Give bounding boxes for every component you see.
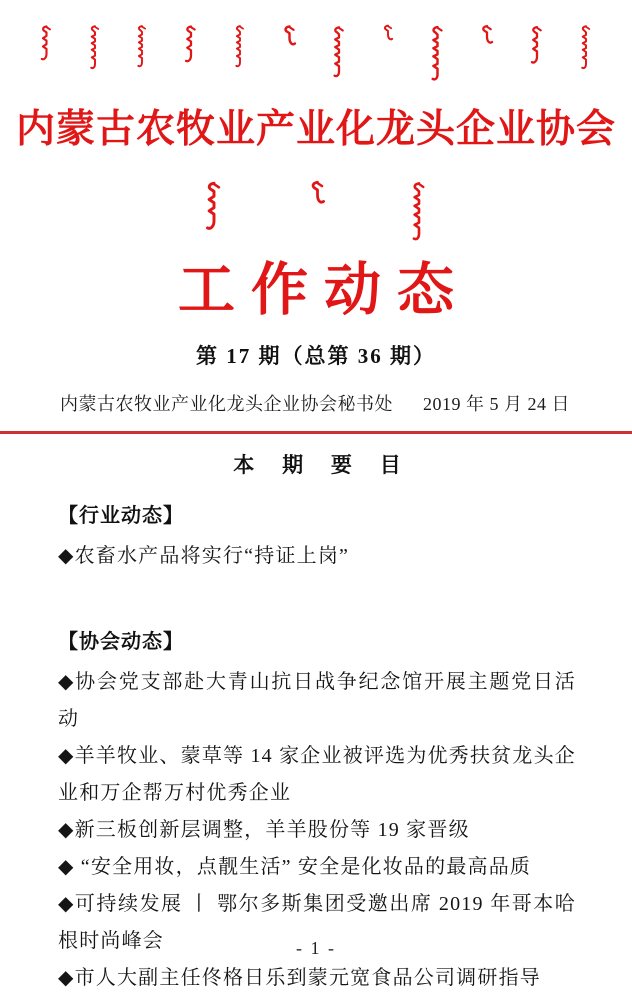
masthead	[0, 24, 632, 434]
mongolian-script-row-mid	[205, 180, 427, 244]
mongolian-word-icon	[184, 24, 198, 64]
table-of-contents	[58, 449, 576, 997]
mongolian-word-icon	[332, 24, 346, 79]
toc-item: ◆农畜水产品将实行“持证上岗”	[58, 545, 350, 567]
toc-item: ◆ “安全用妆，点靓生活” 安全是化妆品的最高品质	[58, 856, 532, 878]
toc-section-heading: 【行业动态】	[58, 505, 184, 527]
mongolian-word-icon	[282, 24, 297, 48]
mongolian-word-icon	[530, 24, 544, 66]
toc-item: ◆可持续发展 丨 鄂尔多斯集团受邀出席 2019 年哥本哈根时尚峰会	[58, 893, 576, 952]
toc-item: ◆羊羊牧业、蒙草等 14 家企业被评选为优秀扶贫龙头企业和万企帮万村优秀企业	[58, 745, 576, 804]
bulletin-page	[0, 24, 632, 989]
page-footer	[0, 938, 632, 959]
mongolian-script-row-top	[40, 24, 592, 84]
toc-title: 本 期 要 目	[233, 454, 412, 477]
publish-date: 2019 年 5 月 24 日	[423, 394, 570, 414]
page-number: - 1 -	[296, 938, 336, 958]
mongolian-word-icon	[309, 180, 326, 206]
mongolian-word-icon	[234, 24, 246, 68]
mongolian-word-icon	[580, 24, 592, 70]
toc-item: ◆新三板创新层调整，羊羊股份等 19 家晋级	[58, 819, 470, 841]
toc-section-industry	[58, 499, 576, 575]
mongolian-word-icon	[136, 24, 148, 68]
mongolian-word-icon	[382, 24, 394, 42]
mongolian-word-icon	[89, 24, 101, 70]
mongolian-word-icon	[480, 24, 494, 46]
red-divider-line	[0, 431, 632, 434]
mongolian-word-icon	[40, 24, 53, 62]
toc-item: ◆市人大副主任佟格日乐到蒙元宽食品公司调研指导	[58, 967, 541, 989]
toc-section-heading: 【协会动态】	[58, 631, 184, 653]
issue-number: 第 17 期（总第 36 期）	[196, 344, 436, 368]
org-name-title: 内蒙古农牧业产业化龙头企业协会	[15, 108, 616, 151]
bulletin-title: 工作动态	[178, 259, 470, 322]
mongolian-word-icon	[205, 180, 223, 232]
publisher-row	[60, 390, 570, 416]
toc-item: ◆协会党支部赴大青山抗日战争纪念馆开展主题党日活动	[58, 671, 576, 730]
mongolian-word-icon	[411, 180, 427, 242]
publisher-name: 内蒙古农牧业产业化龙头企业协会秘书处	[60, 394, 393, 414]
mongolian-word-icon	[430, 24, 445, 82]
